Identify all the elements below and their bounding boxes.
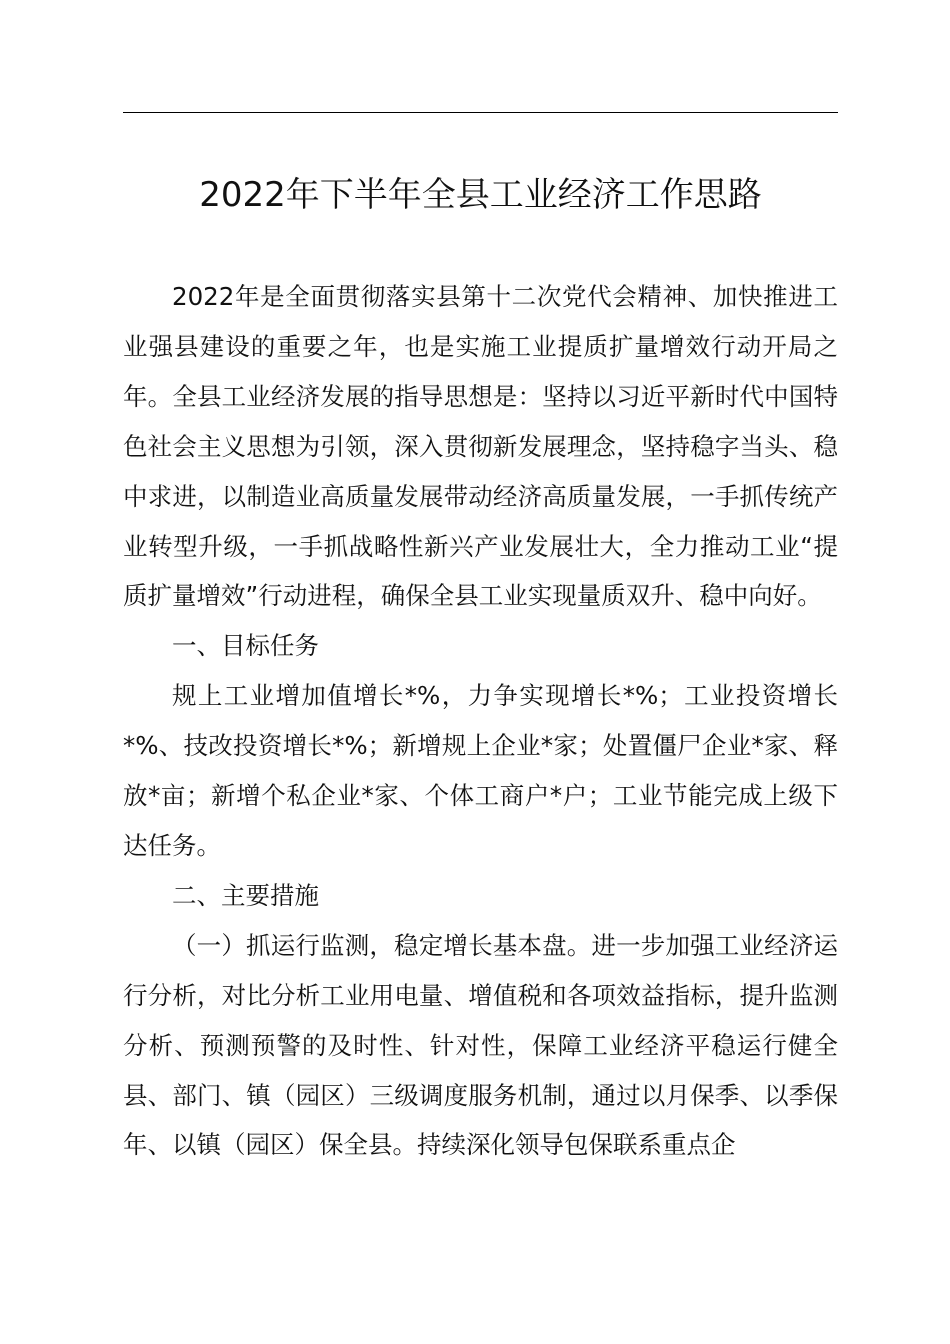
document-body xyxy=(123,272,838,1170)
measure-1-paragraph: （一）抓运行监测，稳定增长基本盘。进一步加强工业经济运行分析，对比分析工业用电量、增值税和各项效益指标，提升监测分析、预测预警的及时性、针对性，保障工业经济平稳运行健全县、部门、镇（园区）三级调度服务机制，通过以月保季、以季保年、以镇（园区）保全县。持续深化领导包保联系重点企 xyxy=(123,930,838,1160)
section-heading-goals: 一、目标任务 xyxy=(172,631,319,661)
header-rule xyxy=(123,112,838,113)
section-heading-measures: 二、主要措施 xyxy=(172,880,319,910)
goals-paragraph: 规上工业增加值增长*%，力争实现增长*%；工业投资增长*%、技改投资增长*%；新增规上企业*家；处置僵尸企业*家、释放*亩；新增个私企业*家、个体工商户*户；工业节能完成上级下达任务。 xyxy=(123,681,838,860)
document-title: 2022年下半年全县工业经济工作思路 xyxy=(199,175,762,215)
intro-paragraph: 2022年是全面贯彻落实县第十二次党代会精神、加快推进工业强县建设的重要之年，也是实施工业提质扩量增效行动开局之年。全县工业经济发展的指导思想是：坚持以习近平新时代中国特色社会主义思想为引领，深入贯彻新发展理念，坚持稳字当头、稳中求进，以制造业高质量发展带动经济高质量发展，一手抓传统产业转型升级，一手抓战略性新兴产业发展壮大，全力推动工业“提质扩量增效”行动进程，确保全县工业实现量质双升、稳中向好。 xyxy=(123,282,838,611)
